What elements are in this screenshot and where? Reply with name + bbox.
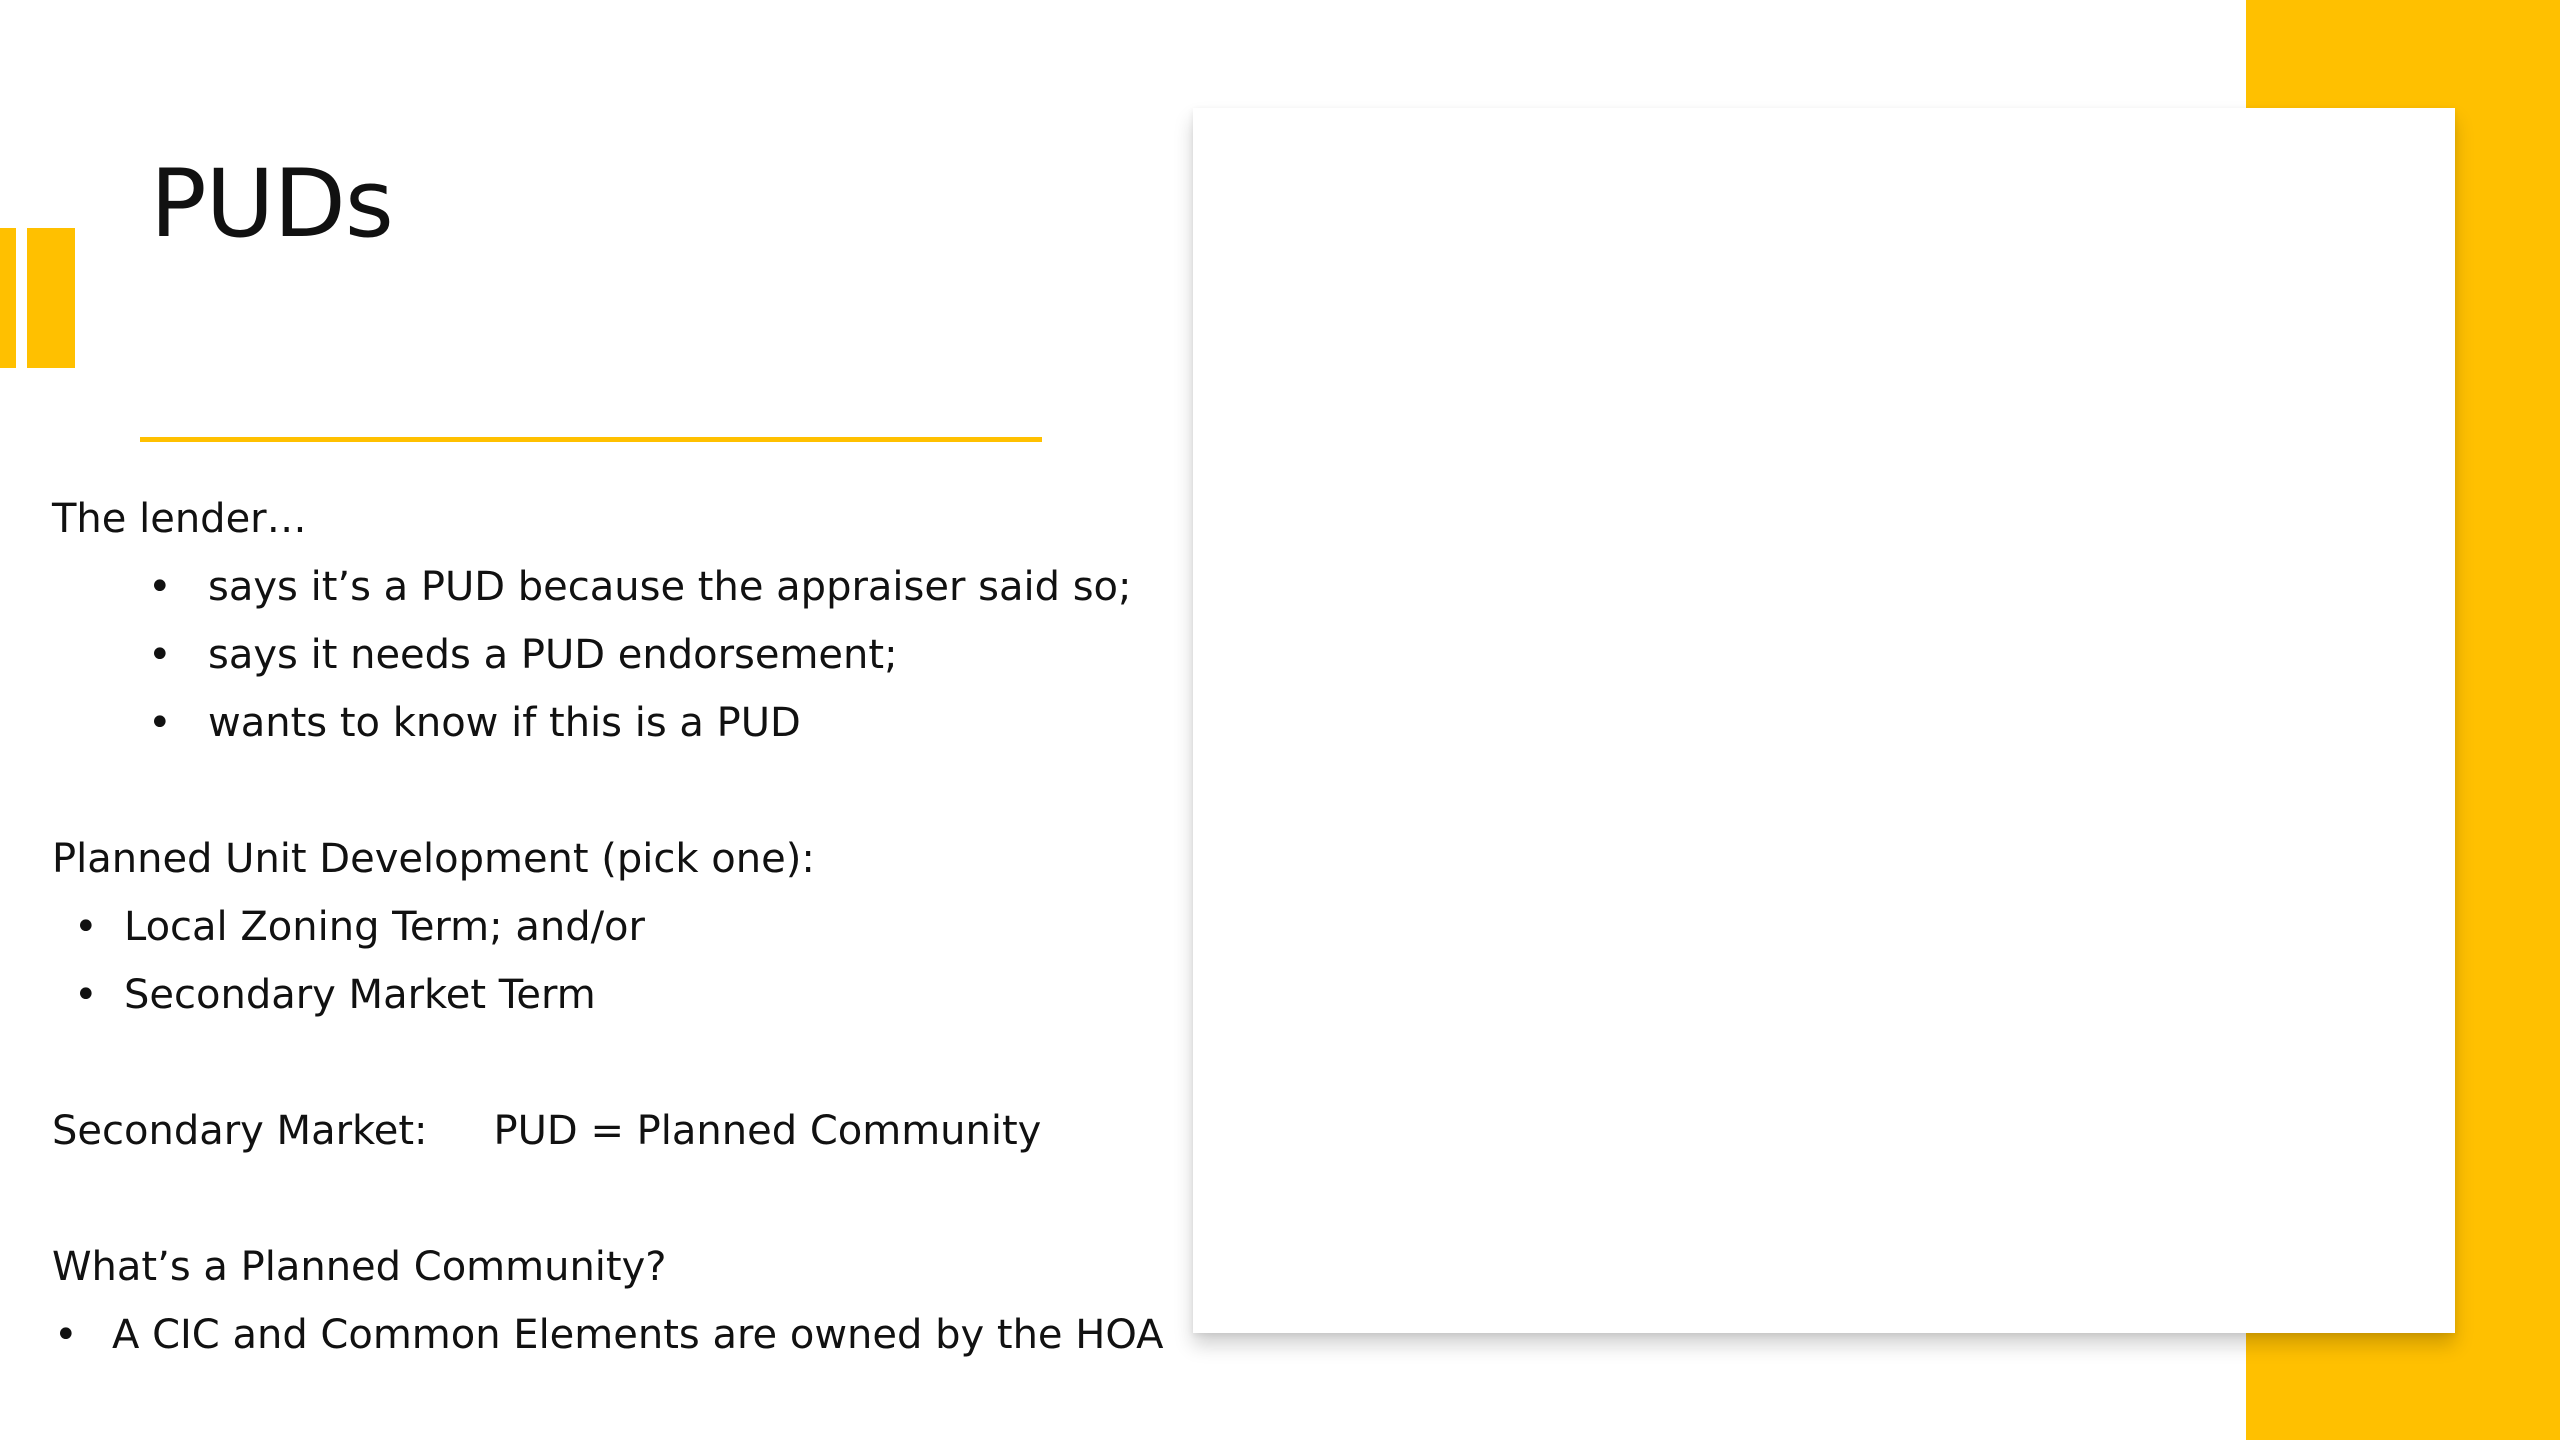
secondary-market-line <box>52 1097 1172 1165</box>
list-item <box>52 961 1172 1029</box>
left-decorative-bar-wide <box>27 228 75 368</box>
title-underline-rule <box>140 437 1042 442</box>
list-item <box>52 689 1172 757</box>
list-item-text: wants to know if this is a PUD <box>208 700 801 746</box>
bullet-icon: • <box>74 972 98 1018</box>
bullet-icon: • <box>148 700 172 746</box>
list-item-text: Local Zoning Term; and/or <box>124 904 645 950</box>
slide-body <box>52 485 1172 1369</box>
secondary-market-value: PUD = Planned Community <box>493 1108 1042 1154</box>
list-item <box>52 1301 1172 1369</box>
list-item <box>52 621 1172 689</box>
list-item <box>52 553 1172 621</box>
secondary-market-label: Secondary Market: <box>52 1108 428 1154</box>
lender-list <box>52 553 1172 757</box>
list-item-text: says it’s a PUD because the appraiser said so; <box>208 564 1132 610</box>
bullet-icon: • <box>74 904 98 950</box>
bullet-icon: • <box>148 564 172 610</box>
lender-heading: The lender… <box>52 496 307 542</box>
spacer <box>52 1029 1172 1097</box>
slide-title: PUDs <box>150 150 393 259</box>
spacer <box>52 1165 1172 1233</box>
image-placeholder-panel <box>1193 108 2455 1333</box>
planned-community-list <box>52 1301 1172 1369</box>
list-item-text: says it needs a PUD endorsement; <box>208 632 898 678</box>
list-item-text: A CIC and Common Elements are owned by the HOA <box>112 1312 1164 1358</box>
bullet-icon: • <box>148 632 172 678</box>
pud-definition-heading: Planned Unit Development (pick one): <box>52 836 815 882</box>
list-item-text: Secondary Market Term <box>124 972 596 1018</box>
planned-community-heading: What’s a Planned Community? <box>52 1244 667 1290</box>
left-decorative-bar-thin <box>0 228 16 368</box>
pud-definition-list <box>52 893 1172 1029</box>
list-item <box>52 893 1172 961</box>
bullet-icon: • <box>54 1312 78 1358</box>
spacer <box>52 757 1172 825</box>
